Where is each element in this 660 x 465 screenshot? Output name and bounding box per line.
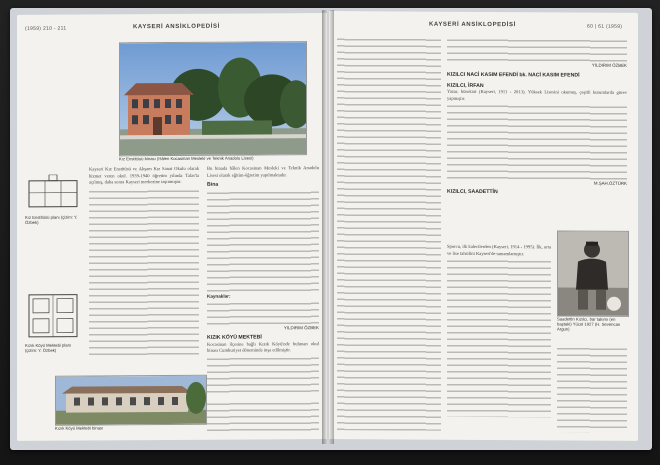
- right-header-title: KAYSERİ ANSİKLOPEDİSİ: [429, 21, 516, 29]
- saadettin-portrait-photo: [557, 230, 629, 316]
- mektep-photo-caption: Kızık Köyü Mektebi binası: [55, 425, 104, 431]
- saadettin-portrait-image: [558, 231, 628, 315]
- paragraph-bina-usage: Bu binada hâlen Kocasinan Mesleki ve Teknik Anadolu Lisesi olarak eğitim-öğretim yapılmaktadır.: [207, 165, 319, 178]
- floor-plan-drawing-1: [25, 175, 81, 213]
- left-header-title: KAYSERİ ANSİKLOPEDİSİ: [133, 23, 220, 31]
- heading-naci-kasim: KIZILCI NACİ KASIM EFENDİ bk. NACİ KASIM EFENDİ: [447, 71, 580, 79]
- right-running-header: 60 | 61 (1959): [587, 23, 623, 30]
- portrait-caption: Saadettin Kızılcı, bar takımı (en baştaki) Yücel 1927 (H. Sevencan Argun): [557, 316, 621, 332]
- continued-text: [447, 36, 627, 63]
- left-page: [17, 13, 327, 441]
- irfan-body: [447, 102, 627, 181]
- book-gutter: [322, 10, 334, 444]
- section-heading-kizik: KIZIK KÖYÜ MEKTEBİ: [207, 334, 262, 341]
- top-signature: YILDIRIM ÖZBEK: [591, 62, 627, 68]
- text-column-b-body-2: [207, 354, 319, 394]
- enstitu-photo-caption: Kız Enstitüsü binası (Hâlen Kocasinan Mesleki ve Teknik Anadolu Lisesi): [119, 155, 254, 162]
- right-text-column-a: [337, 35, 441, 431]
- paragraph-kizik: Kocasinan ilçesine bağlı Kızık Köyü'nde bulunan okul binası Cumhuriyet döneminde inşa edilmiştir.: [207, 340, 319, 353]
- mektep-building-image: [56, 376, 206, 425]
- heading-saadettin: KIZILCI, SAADETTİN: [447, 188, 498, 196]
- mektep-floor-plan: [25, 291, 81, 341]
- left-running-header: (1959) 210 - 211: [25, 25, 67, 32]
- right-page: [329, 11, 638, 441]
- right-text-column-b: [447, 36, 627, 197]
- text-column-a: [89, 166, 199, 355]
- text-column-b-tail: [207, 399, 319, 432]
- enstitu-building-photo: [119, 41, 307, 156]
- paragraph-irfan: Yazar, bürokrat (Kayseri, 1911 - 2013). Yüksek Lisesini okumuş, çeşitli kurumlarda görev yapmıştır.: [447, 88, 627, 101]
- heading-irfan: KIZILCI, İRFAN: [447, 82, 484, 89]
- mektep-building-photo: [55, 375, 207, 426]
- text-column-b-body: [207, 188, 319, 294]
- kaynaklar-label: Kaynaklar:: [207, 293, 231, 299]
- floor-plan-drawing-2: [25, 291, 81, 341]
- sub-heading-bina: Bina: [207, 181, 219, 188]
- enstitu-building-image: [120, 42, 306, 155]
- kaynaklar-text: [207, 299, 319, 326]
- paragraph-saadettin: Sporcu, ilk kalecilerden (Kayseri, 1914 - 1995). İlk, orta ve lise tahsilini Kayseri'de tamamlamıştır.: [447, 243, 551, 256]
- signature-1: YILDIRIM ÖZBEK: [283, 325, 319, 331]
- enstitu-floor-plan: [25, 175, 81, 213]
- saadettin-body: [447, 257, 551, 418]
- floor-plan-caption-2: Kızık Köyü Mektebi planı (çizim: Y. Özbek): [25, 342, 72, 354]
- floor-plan-caption-1: Kız Enstitüsü planı (çizim: Y. Özbek): [25, 214, 78, 226]
- portrait-side-text: [557, 344, 627, 432]
- text-column-b: [207, 165, 319, 393]
- saadettin-text: [447, 244, 551, 418]
- paragraph-enstitu-intro: Kayseri Kız Enstitüsü ve Akşam Kız Sanat Okulu olarak hizmet veren okul. 1939-1940 öğretim yılında Talas'ta açılmış, daha sonra Kayseri merkezine taşınmıştır.: [89, 165, 199, 185]
- irfan-signature: M.ŞAH.ÖZTÜRK: [593, 180, 627, 186]
- text-column-a-body: [89, 186, 199, 355]
